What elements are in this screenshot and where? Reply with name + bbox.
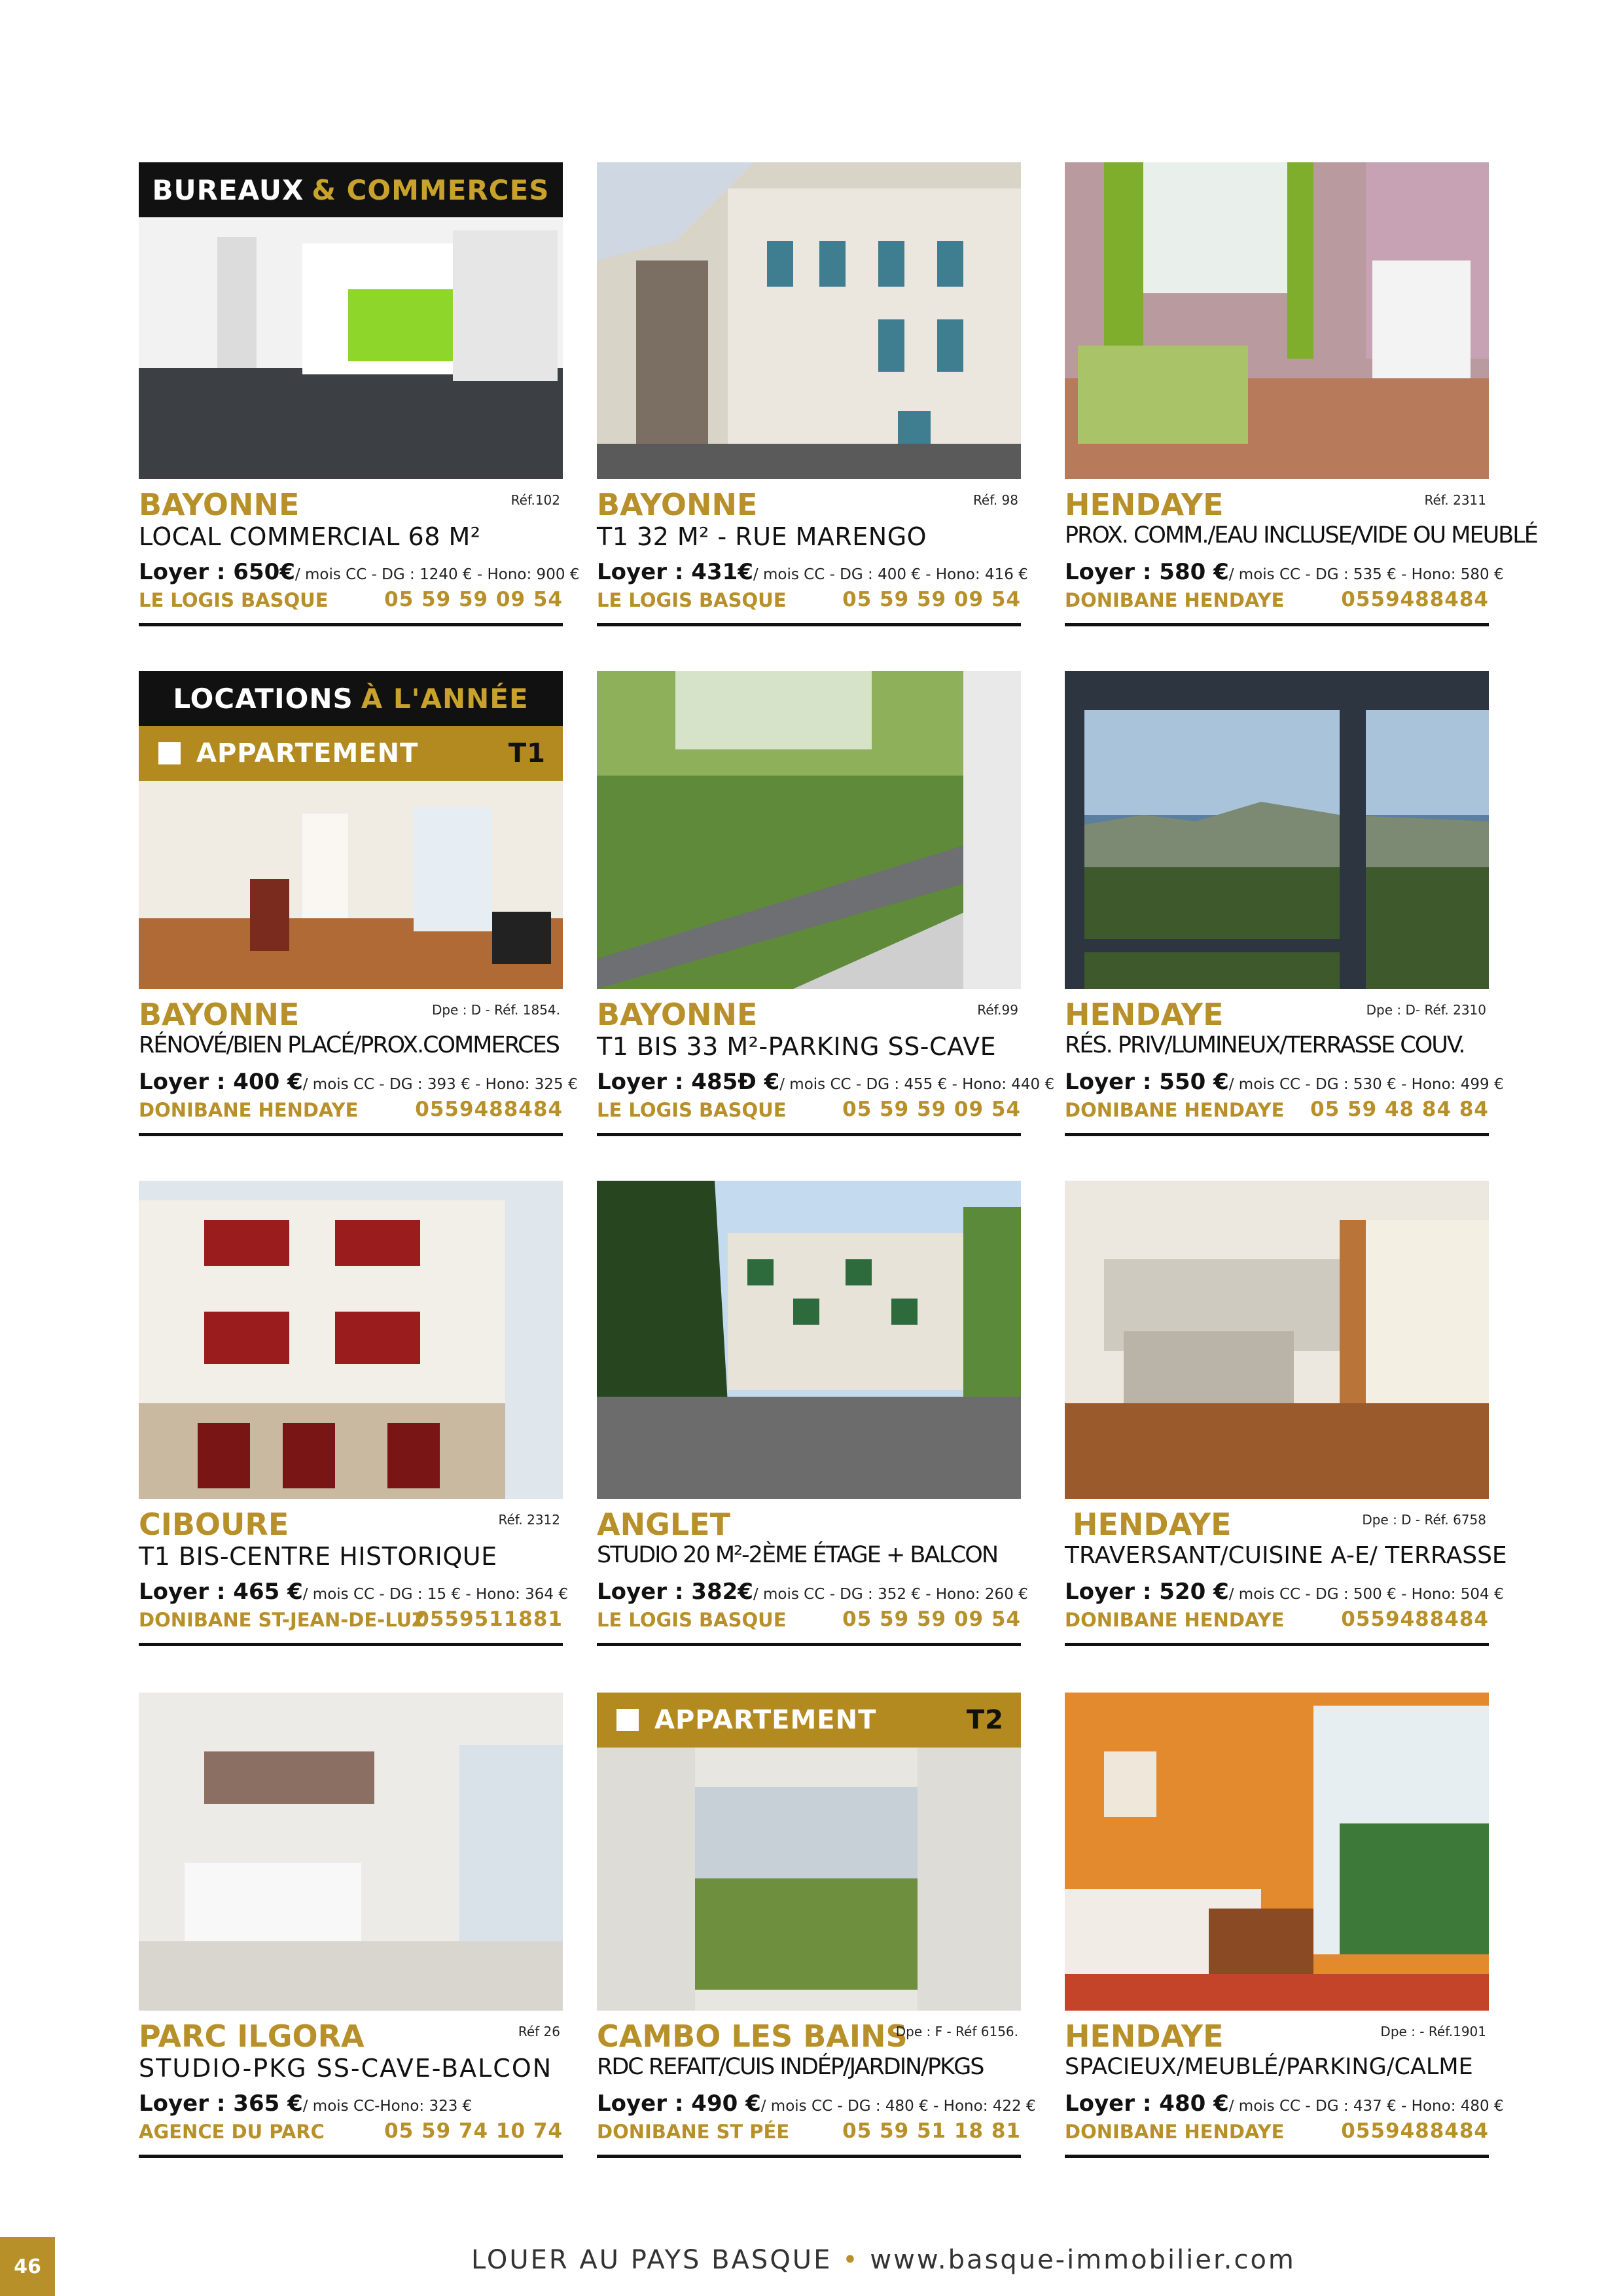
listing-card[interactable] xyxy=(597,1181,1028,1652)
city-name: PARC ILGORA xyxy=(139,2018,365,2054)
agency-name: LE LOGIS BASQUE xyxy=(597,1099,787,1121)
agency-name: DONIBANE ST-JEAN-DE-LUZ xyxy=(139,1609,426,1631)
rent-line: Loyer : 480 €/ mois CC - DG : 437 € - Hono: 480 € xyxy=(1065,2090,1504,2117)
reference: Dpe : D - Réf. 1854. xyxy=(431,1002,560,1018)
reference: Réf.102 xyxy=(510,492,560,508)
rent-line: Loyer : 382€/ mois CC - DG : 352 € - Hono: 260 € xyxy=(597,1579,1028,1605)
agency-phone[interactable]: 0559488484 xyxy=(1341,1607,1489,1631)
divider xyxy=(597,1643,1021,1646)
property-photo[interactable] xyxy=(597,1181,1021,1499)
listing-card[interactable] xyxy=(597,162,1028,634)
divider xyxy=(1065,1133,1489,1136)
rent-line: Loyer : 465 €/ mois CC - DG : 15 € - Hono: 364 € xyxy=(139,1579,568,1605)
agency-name: DONIBANE ST PÉE xyxy=(597,2121,790,2143)
property-photo[interactable] xyxy=(597,671,1021,989)
description: T1 32 M² - RUE MARENGO xyxy=(597,522,927,551)
agency-phone[interactable]: 0559488484 xyxy=(415,1098,563,1121)
section-banner-bureaux: BUREAUX & COMMERCES xyxy=(139,162,563,217)
city-name: CAMBO LES BAINS xyxy=(597,2018,908,2054)
rent-line: Loyer : 650€/ mois CC - DG : 1240 € - Hono: 900 € xyxy=(139,559,580,585)
listing-card[interactable] xyxy=(1065,671,1504,1142)
city-name: HENDAYE xyxy=(1065,2018,1224,2054)
reference: Réf 26 xyxy=(518,2024,560,2039)
reference: Dpe : D - Réf. 6758 xyxy=(1362,1512,1486,1528)
description: STUDIO 20 M²-2ÈME ÉTAGE + BALCON xyxy=(597,1542,998,1568)
agency-name: LE LOGIS BASQUE xyxy=(597,589,787,611)
agency-name: DONIBANE HENDAYE xyxy=(139,1099,359,1121)
footer-title: LOUER AU PAYS BASQUE xyxy=(471,2245,832,2275)
rent-line: Loyer : 520 €/ mois CC - DG : 500 € - Hono: 504 € xyxy=(1065,1579,1504,1605)
rent-line: Loyer : 431€/ mois CC - DG : 400 € - Hono: 416 € xyxy=(597,559,1028,585)
city-name: BAYONNE xyxy=(597,997,758,1032)
listing-card[interactable] xyxy=(597,671,1055,1142)
reference: Réf. 98 xyxy=(972,492,1018,508)
divider xyxy=(1065,2155,1489,2158)
agency-phone[interactable]: 0559488484 xyxy=(1341,2119,1489,2143)
description: RÉNOVÉ/BIEN PLACÉ/PROX.COMMERCES xyxy=(139,1032,559,1058)
property-photo[interactable] xyxy=(1065,1693,1489,2011)
city-name: CIBOURE xyxy=(139,1507,289,1542)
divider xyxy=(597,623,1021,626)
city-name: HENDAYE xyxy=(1065,997,1224,1032)
agency-phone[interactable]: 05 59 48 84 84 xyxy=(1310,1098,1489,1121)
agency-phone[interactable]: 05 59 59 09 54 xyxy=(842,588,1021,611)
reference: Dpe : F - Réf 6156. xyxy=(895,2024,1018,2039)
reference: Réf.99 xyxy=(977,1002,1018,1018)
description: LOCAL COMMERCIAL 68 M² xyxy=(139,522,481,551)
property-photo[interactable] xyxy=(1065,162,1489,479)
rent-line: Loyer : 400 €/ mois CC - DG : 393 € - Hono: 325 € xyxy=(139,1069,578,1095)
square-icon xyxy=(616,1709,639,1731)
agency-name: DONIBANE HENDAYE xyxy=(1065,589,1285,611)
footer xyxy=(471,2245,1296,2275)
listing-card[interactable] xyxy=(139,162,580,634)
agency-phone[interactable]: 05 59 59 09 54 xyxy=(842,1607,1021,1631)
reference: Réf. 2312 xyxy=(498,1512,560,1528)
divider xyxy=(1065,623,1489,626)
footer-url[interactable]: www.basque-immobilier.com xyxy=(870,2245,1296,2275)
property-photo[interactable] xyxy=(139,1181,563,1499)
divider xyxy=(139,1643,563,1646)
divider xyxy=(139,623,563,626)
listing-card[interactable] xyxy=(139,671,578,1142)
city-name: HENDAYE xyxy=(1073,1507,1232,1542)
reference: Dpe : - Réf.1901 xyxy=(1380,2024,1486,2039)
listing-card[interactable] xyxy=(139,1693,563,2164)
agency-name: DONIBANE HENDAYE xyxy=(1065,2121,1285,2143)
listing-card[interactable] xyxy=(1065,1181,1507,1652)
agency-phone[interactable]: 05 59 74 10 74 xyxy=(384,2119,563,2143)
reference: Réf. 2311 xyxy=(1424,492,1486,508)
description: RDC REFAIT/CUIS INDÉP/JARDIN/PKGS xyxy=(597,2054,984,2080)
agency-phone[interactable]: 0559511881 xyxy=(415,1607,563,1631)
rent-line: Loyer : 580 €/ mois CC - DG : 535 € - Hono: 580 € xyxy=(1065,559,1504,585)
square-icon xyxy=(158,742,181,764)
reference: Dpe : D- Réf. 2310 xyxy=(1366,1002,1486,1018)
city-name: BAYONNE xyxy=(139,487,300,522)
agency-name: DONIBANE HENDAYE xyxy=(1065,1609,1285,1631)
listing-card[interactable] xyxy=(597,1693,1036,2164)
type-banner-appartement-t1: APPARTEMENT T1 xyxy=(139,726,563,781)
divider xyxy=(1065,1643,1489,1646)
agency-name: AGENCE DU PARC xyxy=(139,2121,325,2143)
city-name: HENDAYE xyxy=(1065,487,1224,522)
agency-name: LE LOGIS BASQUE xyxy=(139,589,329,611)
agency-phone[interactable]: 0559488484 xyxy=(1341,588,1489,611)
property-photo[interactable] xyxy=(597,162,1021,479)
listing-card[interactable] xyxy=(139,1181,568,1652)
type-banner-appartement-t2: APPARTEMENT T2 xyxy=(597,1693,1021,1748)
property-photo[interactable] xyxy=(139,1693,563,2011)
property-photo[interactable] xyxy=(1065,671,1489,989)
divider xyxy=(597,2155,1021,2158)
rent-line: Loyer : 550 €/ mois CC - DG : 530 € - Hono: 499 € xyxy=(1065,1069,1504,1095)
divider xyxy=(139,1133,563,1136)
description: T1 BIS-CENTRE HISTORIQUE xyxy=(139,1542,497,1571)
property-photo[interactable] xyxy=(1065,1181,1489,1499)
property-photo[interactable] xyxy=(139,781,563,989)
description: SPACIEUX/MEUBLÉ/PARKING/CALME xyxy=(1065,2054,1473,2080)
agency-name: DONIBANE HENDAYE xyxy=(1065,1099,1285,1121)
city-name: BAYONNE xyxy=(139,997,300,1032)
description: PROX. COMM./EAU INCLUSE/VIDE OU MEUBLÉ xyxy=(1065,522,1537,548)
agency-phone[interactable]: 05 59 51 18 81 xyxy=(842,2119,1021,2143)
city-name: BAYONNE xyxy=(597,487,758,522)
property-photo[interactable] xyxy=(139,217,563,479)
agency-phone[interactable]: 05 59 59 09 54 xyxy=(842,1098,1021,1121)
city-name: ANGLET xyxy=(597,1507,730,1542)
rent-line: Loyer : 490 €/ mois CC - DG : 480 € - Hono: 422 € xyxy=(597,2090,1036,2117)
description: TRAVERSANT/CUISINE A-E/ TERRASSE xyxy=(1065,1542,1507,1569)
description: RÉS. PRIV/LUMINEUX/TERRASSE COUV. xyxy=(1065,1032,1465,1058)
rent-line: Loyer : 485Ð €/ mois CC - DG : 455 € - Hono: 440 € xyxy=(597,1069,1055,1095)
property-photo[interactable] xyxy=(597,1748,1021,2011)
footer-separator: • xyxy=(842,2245,860,2275)
listing-card[interactable] xyxy=(1065,162,1537,634)
rent-line: Loyer : 365 €/ mois CC-Hono: 323 € xyxy=(139,2090,473,2117)
divider xyxy=(139,2155,563,2158)
agency-phone[interactable]: 05 59 59 09 54 xyxy=(384,588,563,611)
divider xyxy=(597,1133,1021,1136)
listing-card[interactable] xyxy=(1065,1693,1504,2164)
section-banner-locations: LOCATIONS À L'ANNÉE xyxy=(139,671,563,726)
description: STUDIO-PKG SS-CAVE-BALCON xyxy=(139,2054,553,2083)
agency-name: LE LOGIS BASQUE xyxy=(597,1609,787,1631)
page-number: 46 xyxy=(0,2237,55,2296)
description: T1 BIS 33 M²-PARKING SS-CAVE xyxy=(597,1032,997,1061)
